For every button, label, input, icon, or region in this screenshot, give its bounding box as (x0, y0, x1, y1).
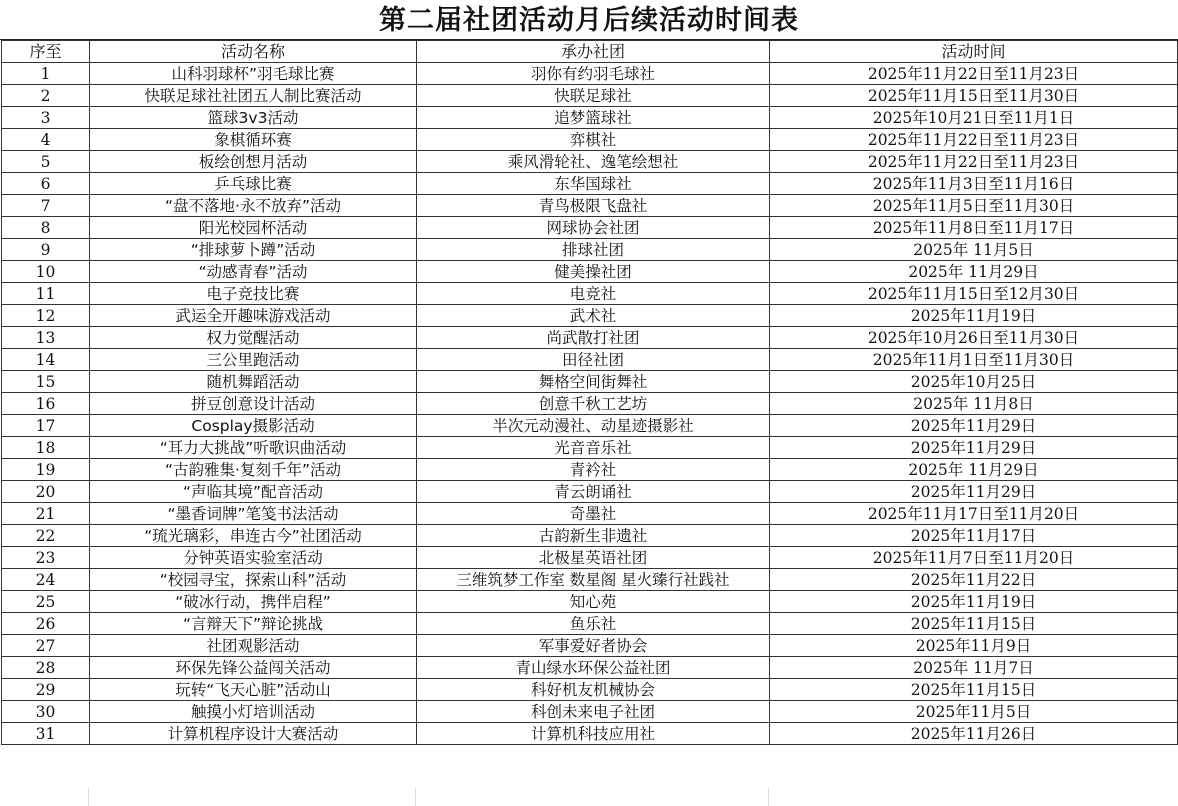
activity-name: 快联足球社社团五人制比赛活动 (90, 85, 417, 107)
host-club: 创意千秋工艺坊 (417, 393, 770, 415)
activity-name: “动感青春”活动 (90, 261, 417, 283)
host-club: 快联足球社 (417, 85, 770, 107)
host-club: 科创未来电子社团 (417, 701, 770, 723)
schedule-table (1, 40, 1178, 745)
row-index: 13 (2, 327, 90, 349)
activity-name: 随机舞蹈活动 (90, 371, 417, 393)
row-index: 11 (2, 283, 90, 305)
row-index: 21 (2, 503, 90, 525)
host-club: 计算机科技应用社 (417, 723, 770, 745)
activity-time: 2025年11月5日至11月30日 (770, 195, 1178, 217)
host-club: 光音音乐社 (417, 437, 770, 459)
activity-time: 2025年11月19日 (770, 591, 1178, 613)
host-club: 武术社 (417, 305, 770, 327)
table-row (2, 195, 1178, 217)
activity-name: 武运全开趣味游戏活动 (90, 305, 417, 327)
row-index: 27 (2, 635, 90, 657)
activity-time: 2025年 11月29日 (770, 459, 1178, 481)
column-header-activity-time: 活动时间 (770, 41, 1178, 63)
table-row (2, 239, 1178, 261)
activity-name: 篮球3v3活动 (90, 107, 417, 129)
activity-name: 权力觉醒活动 (90, 327, 417, 349)
table-row (2, 613, 1178, 635)
row-index: 25 (2, 591, 90, 613)
row-index: 5 (2, 151, 90, 173)
activity-name: 玩转“飞天心脏”活动山 (90, 679, 417, 701)
host-club: 田径社团 (417, 349, 770, 371)
activity-name: 象棋循环赛 (90, 129, 417, 151)
activity-time: 2025年11月15日至12月30日 (770, 283, 1178, 305)
activity-name: 社团观影活动 (90, 635, 417, 657)
activity-name: “墨香词牌”笔笺书法活动 (90, 503, 417, 525)
activity-name: 计算机程序设计大赛活动 (90, 723, 417, 745)
activity-name: 拼豆创意设计活动 (90, 393, 417, 415)
activity-time: 2025年10月21日至11月1日 (770, 107, 1178, 129)
host-club: 鱼乐社 (417, 613, 770, 635)
table-row (2, 591, 1178, 613)
table-row (2, 217, 1178, 239)
host-club: 知心苑 (417, 591, 770, 613)
table-row (2, 415, 1178, 437)
activity-time: 2025年11月3日至11月16日 (770, 173, 1178, 195)
activity-time: 2025年11月29日 (770, 437, 1178, 459)
row-index: 22 (2, 525, 90, 547)
activity-time: 2025年 11月7日 (770, 657, 1178, 679)
row-index: 1 (2, 63, 90, 85)
table-row (2, 349, 1178, 371)
host-club: 青云朗诵社 (417, 481, 770, 503)
host-club: 奇墨社 (417, 503, 770, 525)
activity-name: “言辩天下”辩论挑战 (90, 613, 417, 635)
row-index: 28 (2, 657, 90, 679)
host-club: 电竞社 (417, 283, 770, 305)
table-row (2, 701, 1178, 723)
activity-time: 2025年11月22日 (770, 569, 1178, 591)
table-row (2, 459, 1178, 481)
activity-name: 电子竞技比赛 (90, 283, 417, 305)
activity-name: “排球萝卜蹲”活动 (90, 239, 417, 261)
column-header-host-club: 承办社团 (417, 41, 770, 63)
host-club: 古韵新生非遗社 (417, 525, 770, 547)
row-index: 9 (2, 239, 90, 261)
activity-time: 2025年11月9日 (770, 635, 1178, 657)
row-index: 8 (2, 217, 90, 239)
activity-time: 2025年11月15日 (770, 613, 1178, 635)
activity-time: 2025年11月5日 (770, 701, 1178, 723)
table-row (2, 437, 1178, 459)
host-club: 排球社团 (417, 239, 770, 261)
host-club: 青山绿水环保公益社团 (417, 657, 770, 679)
activity-time: 2025年 11月5日 (770, 239, 1178, 261)
activity-time: 2025年11月1日至11月30日 (770, 349, 1178, 371)
activity-name: 板绘创想月活动 (90, 151, 417, 173)
row-index: 6 (2, 173, 90, 195)
host-club: 尚武散打社团 (417, 327, 770, 349)
activity-time: 2025年11月19日 (770, 305, 1178, 327)
activity-name: 三公里跑活动 (90, 349, 417, 371)
host-club: 北极星英语社团 (417, 547, 770, 569)
table-row (2, 569, 1178, 591)
table-row (2, 635, 1178, 657)
activity-name: “声临其境”配音活动 (90, 481, 417, 503)
table-row (2, 393, 1178, 415)
activity-time: 2025年11月22日至11月23日 (770, 151, 1178, 173)
host-club: 东华国球社 (417, 173, 770, 195)
activity-name: “耳力大挑战”听歌识曲活动 (90, 437, 417, 459)
row-index: 7 (2, 195, 90, 217)
activity-time: 2025年 11月29日 (770, 261, 1178, 283)
host-club: 健美操社团 (417, 261, 770, 283)
activity-time: 2025年11月15日至11月30日 (770, 85, 1178, 107)
activity-name: “古韵雅集·复刻千年”活动 (90, 459, 417, 481)
row-index: 2 (2, 85, 90, 107)
host-club: 青衿社 (417, 459, 770, 481)
activity-name: 环保先锋公益闯关活动 (90, 657, 417, 679)
table-row (2, 305, 1178, 327)
row-index: 24 (2, 569, 90, 591)
host-club: 弈棋社 (417, 129, 770, 151)
host-club: 追梦篮球社 (417, 107, 770, 129)
activity-time: 2025年11月29日 (770, 415, 1178, 437)
table-row (2, 173, 1178, 195)
activity-name: “破冰行动，携伴启程” (90, 591, 417, 613)
activity-time: 2025年11月22日至11月23日 (770, 63, 1178, 85)
activity-time: 2025年11月17日至11月20日 (770, 503, 1178, 525)
host-club: 网球协会社团 (417, 217, 770, 239)
page-title: 第二届社团活动月后续活动时间表 (0, 0, 1178, 40)
header-row (2, 41, 1178, 63)
table-row (2, 503, 1178, 525)
row-index: 19 (2, 459, 90, 481)
column-header-activity-name: 活动名称 (90, 41, 417, 63)
table-row (2, 151, 1178, 173)
row-index: 3 (2, 107, 90, 129)
row-index: 15 (2, 371, 90, 393)
row-index: 16 (2, 393, 90, 415)
table-row (2, 261, 1178, 283)
table-row (2, 107, 1178, 129)
row-index: 26 (2, 613, 90, 635)
schedule-rows (2, 63, 1178, 745)
row-index: 31 (2, 723, 90, 745)
activity-name: “盘不落地·永不放弃”活动 (90, 195, 417, 217)
table-row (2, 283, 1178, 305)
table-row (2, 723, 1178, 745)
activity-time: 2025年10月25日 (770, 371, 1178, 393)
host-club: 舞格空间街舞社 (417, 371, 770, 393)
table-row (2, 525, 1178, 547)
host-club: 青鸟极限飞盘社 (417, 195, 770, 217)
host-club: 军事爱好者协会 (417, 635, 770, 657)
activity-time: 2025年11月29日 (770, 481, 1178, 503)
host-club: 乘风滑轮社、逸笔绘想社 (417, 151, 770, 173)
host-club: 三维筑梦工作室 数星阁 星火臻行社践社 (417, 569, 770, 591)
row-index: 4 (2, 129, 90, 151)
table-row (2, 129, 1178, 151)
activity-name: 乒乓球比赛 (90, 173, 417, 195)
activity-name: 山科羽球杯”羽毛球比赛 (90, 63, 417, 85)
host-club: 科好机友机械协会 (417, 679, 770, 701)
row-index: 20 (2, 481, 90, 503)
row-index: 14 (2, 349, 90, 371)
table-row (2, 481, 1178, 503)
table-row (2, 63, 1178, 85)
activity-time: 2025年11月7日至11月20日 (770, 547, 1178, 569)
activity-time: 2025年11月26日 (770, 723, 1178, 745)
activity-time: 2025年11月22日至11月23日 (770, 129, 1178, 151)
table-row (2, 657, 1178, 679)
activity-time: 2025年10月26日至11月30日 (770, 327, 1178, 349)
table-row (2, 679, 1178, 701)
table-row (2, 371, 1178, 393)
row-index: 10 (2, 261, 90, 283)
activity-time: 2025年 11月8日 (770, 393, 1178, 415)
activity-name: “校园寻宝，探索山科”活动 (90, 569, 417, 591)
row-index: 23 (2, 547, 90, 569)
activity-name: “琉光璃彩，串连古今”社团活动 (90, 525, 417, 547)
table-row (2, 547, 1178, 569)
activity-time: 2025年11月17日 (770, 525, 1178, 547)
row-index: 17 (2, 415, 90, 437)
host-club: 半次元动漫社、动星迹摄影社 (417, 415, 770, 437)
activity-name: 触摸小灯培训活动 (90, 701, 417, 723)
row-index: 30 (2, 701, 90, 723)
column-header-index: 序至 (2, 41, 90, 63)
empty-grid-tail (0, 788, 1178, 806)
row-index: 12 (2, 305, 90, 327)
host-club: 羽你有约羽毛球社 (417, 63, 770, 85)
table-row (2, 327, 1178, 349)
activity-time: 2025年11月8日至11月17日 (770, 217, 1178, 239)
row-index: 29 (2, 679, 90, 701)
table-row (2, 85, 1178, 107)
row-index: 18 (2, 437, 90, 459)
activity-time: 2025年11月15日 (770, 679, 1178, 701)
activity-name: 分钟英语实验室活动 (90, 547, 417, 569)
activity-name: Cosplay摄影活动 (90, 415, 417, 437)
activity-name: 阳光校园杯活动 (90, 217, 417, 239)
